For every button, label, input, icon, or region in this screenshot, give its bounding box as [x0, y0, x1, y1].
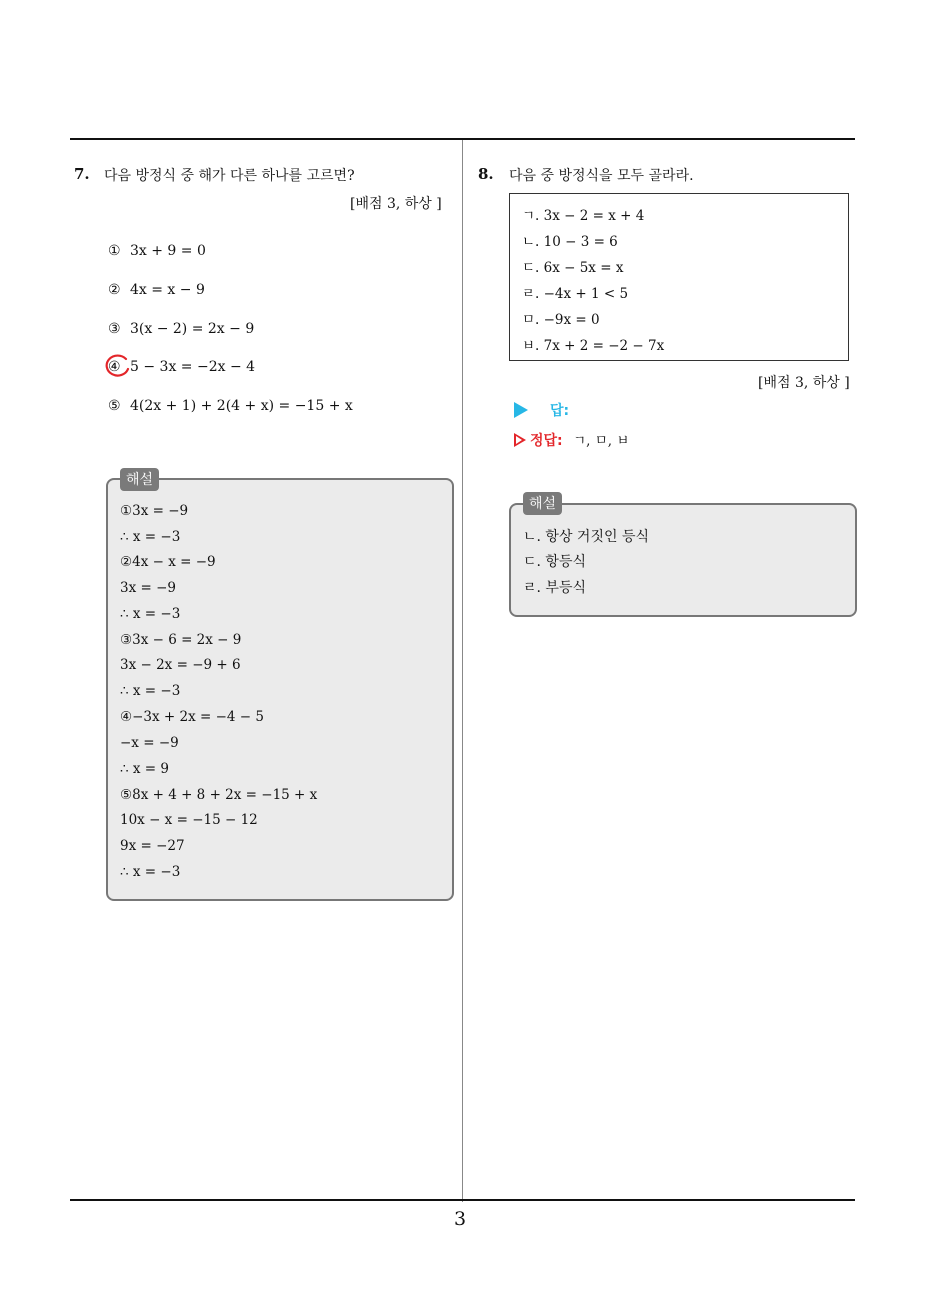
option-item: ㄴ. 10 − 3 = 6	[522, 234, 618, 250]
choice-expression: 5 − 3x = −2x − 4	[130, 359, 256, 375]
explanation-line: 10x − x = −15 − 12	[120, 812, 258, 828]
question-text: 다음 중 방정식을 모두 골라라.	[509, 168, 694, 184]
answer-arrow-icon	[514, 402, 528, 418]
explanation-tag: 해설	[120, 468, 159, 491]
explanation-line: ∴ x = −3	[120, 683, 181, 699]
explanation-line: ㄹ. 부등식	[523, 580, 586, 596]
option-item: ㄹ. −4x + 1 < 5	[522, 286, 629, 302]
selected-answer-circle-icon	[104, 354, 132, 380]
choice-expression: 4x = x − 9	[130, 282, 205, 298]
question-number: 7.	[74, 165, 90, 183]
explanation-box	[106, 478, 454, 901]
option-item: ㅂ. 7x + 2 = −2 − 7x	[522, 338, 665, 354]
explanation-line: ㄷ. 항등식	[523, 554, 586, 570]
explanation-line: ∴ x = 9	[120, 761, 169, 777]
explanation-line: ②4x − x = −9	[120, 554, 216, 570]
page-number: 3	[454, 1208, 467, 1230]
explanation-line: 3x = −9	[120, 580, 176, 596]
choice-expression: 4(2x + 1) + 2(4 + x) = −15 + x	[130, 398, 353, 414]
choice-3[interactable]	[108, 321, 254, 337]
correct-label: 정답:	[530, 433, 563, 449]
correct-value: ㄱ, ㅁ, ㅂ	[573, 433, 630, 449]
answer-row	[514, 400, 569, 420]
column-divider	[462, 140, 463, 1202]
bottom-rule	[70, 1199, 855, 1201]
score-difficulty: [배점 3, 하상 ]	[758, 375, 850, 391]
option-item: ㄱ. 3x − 2 = x + 4	[522, 208, 645, 224]
explanation-line: ∴ x = −3	[120, 864, 181, 880]
explanation-line: ④−3x + 2x = −4 − 5	[120, 709, 264, 725]
choice-5[interactable]	[108, 398, 353, 414]
choice-marker: ③	[108, 321, 121, 337]
choice-2[interactable]	[108, 282, 205, 298]
choice-1[interactable]	[108, 243, 206, 259]
correct-arrow-icon	[514, 433, 526, 447]
choice-marker: ①	[108, 243, 121, 259]
explanation-tag: 해설	[523, 492, 562, 515]
explanation-line: 3x − 2x = −9 + 6	[120, 657, 241, 673]
explanation-line: ①3x = −9	[120, 503, 189, 519]
option-item: ㄷ. 6x − 5x = x	[522, 260, 624, 276]
explanation-line: −x = −9	[120, 735, 179, 751]
options-box	[509, 193, 849, 361]
explanation-line: 9x = −27	[120, 838, 185, 854]
explanation-line: ㄴ. 항상 거짓인 등식	[523, 529, 649, 545]
choice-expression: 3(x − 2) = 2x − 9	[130, 321, 255, 337]
choice-marker: ②	[108, 282, 121, 298]
option-item: ㅁ. −9x = 0	[522, 312, 600, 328]
choice-marker: ⑤	[108, 398, 121, 414]
correct-answer-row	[514, 429, 629, 450]
explanation-line: ③3x − 6 = 2x − 9	[120, 632, 242, 648]
question-number: 8.	[478, 165, 494, 183]
explanation-line: ⑤8x + 4 + 8 + 2x = −15 + x	[120, 787, 318, 803]
explanation-line: ∴ x = −3	[120, 606, 181, 622]
question-text: 다음 방정식 중 해가 다른 하나를 고르면?	[104, 168, 355, 184]
choice-marker: ④	[108, 359, 121, 375]
explanation-line: ∴ x = −3	[120, 529, 181, 545]
choice-expression: 3x + 9 = 0	[130, 243, 206, 259]
explanation-box	[509, 503, 857, 617]
answer-label: 답:	[550, 403, 570, 419]
score-difficulty: [배점 3, 하상 ]	[350, 196, 442, 212]
